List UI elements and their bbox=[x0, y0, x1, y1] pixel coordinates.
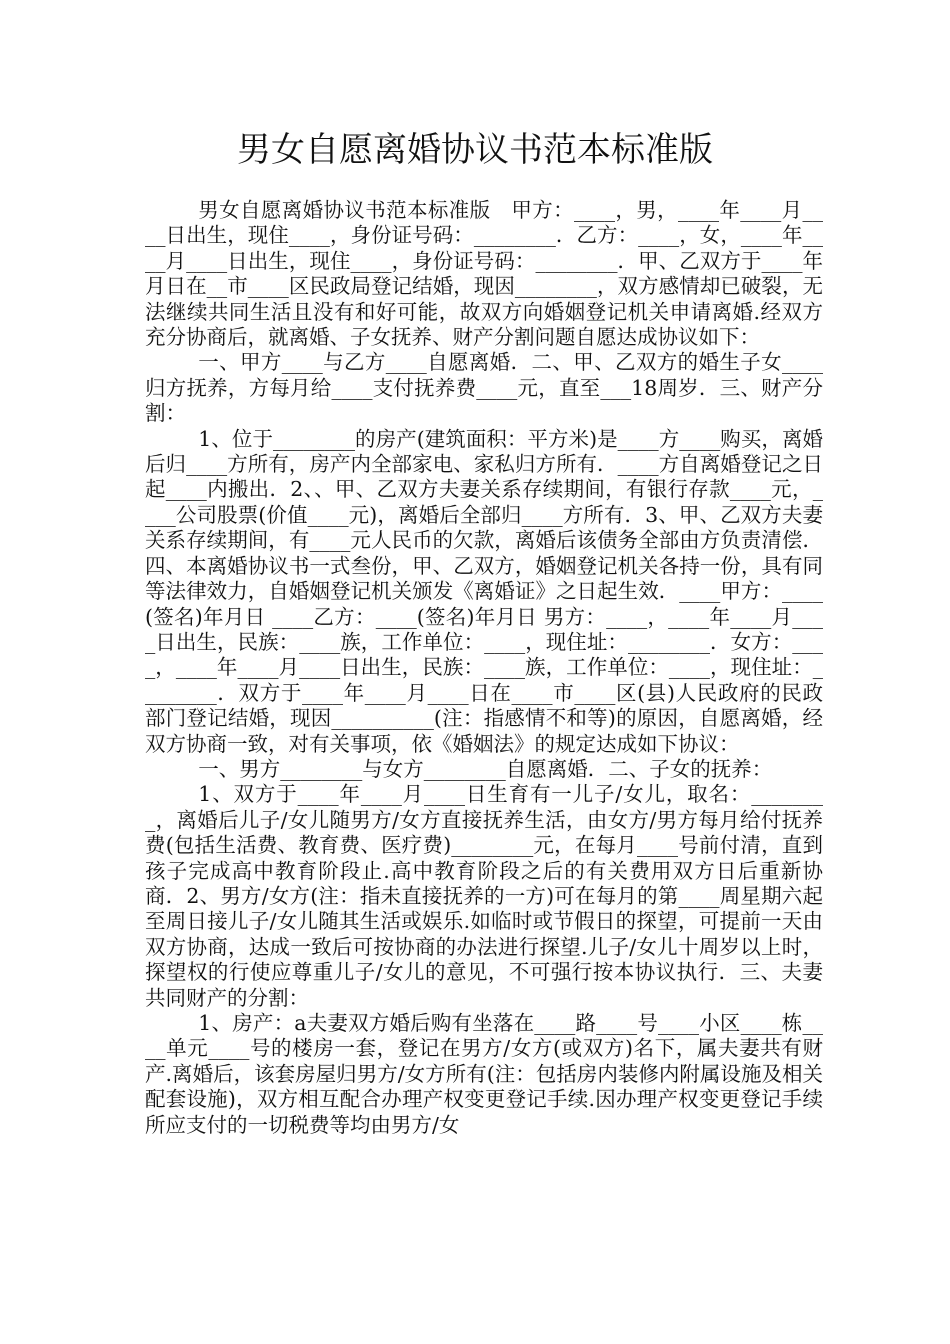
paragraph-intro: 男女自愿离婚协议书范本标准版 甲方：____，男，____年____月____日出生，现住____，身份证号码：________．乙方：____，女，____年____月____日出生，现住____，身份证号码：________．甲、乙双方于____年月日在__市____区民政局登记结婚，现因________，双方感情却已破裂，无法继续共同生活且没有和好可能，故双方向婚姻登记机关申请离婚.经双方充分协商后，就离婚、子女抚养、财产分割问题自愿达成协议如下： bbox=[145, 198, 823, 350]
paragraph-child-support: 1、双方于____年____月____日生育有一儿子/女儿，取名：________，离婚后儿子/女儿随男方/女方直接抚养生活，由女方/男方每月给付抚养费(包括生活费、教育费、医疗费)________元，在每月____号前付清，直到孩子完成高中教育阶段止.高中教育阶段之后的有关费用双方日后重新协商．2、男方/女方(注：指未直接抚养的一方)可在每月的第____周星期六起至周日接儿子/女儿随其生活或娱乐.如临时或节假日的探望，可提前一天由双方协商，达成一致后可按协商的办法进行探望.儿子/女儿十周岁以上时，探望权的行使应尊重儿子/女儿的意见，不可强行按本协议执行．三、夫妻共同财产的分割： bbox=[145, 782, 823, 1010]
paragraph-divorce-and-custody: 一、甲方____与乙方____自愿离婚．二、甲、乙双方的婚生子女____归方抚养，方每月给____支付抚养费____元，直至___18周岁．三、财产分割： bbox=[145, 350, 823, 426]
paragraph-property-and-second-agreement: 1、位于________的房产(建筑面积：平方米)是____方____购买，离婚后归____方所有，房产内全部家电、家私归方所有．____方自离婚登记之日起____内搬出．2、、甲、乙双方夫妻关系存续期间，有银行存款____元，____公司股票(价值____元)，离婚后全部归____方所有．3、甲、乙双方夫妻关系存续期间，有____元人民币的欠款，离婚后该债务全部由方负责清偿．四、本离婚协议书一式叁份，甲、乙双方，婚姻登记机关各持一份，具有同等法律效力，自婚姻登记机关颁发《离婚证》之日起生效．____甲方：____(签名)年月日 ____乙方：____(签名)年月日 男方：____，____年____月____日出生，民族：____族，工作单位：____，现住址：________．女方：____，____年____月____日出生，民族：____族，工作单位：____，现住址：________．双方于____年____月____日在____市____区(县)人民政府的民政部门登记结婚，现因__________(注：指感情不和等)的原因，自愿离婚，经双方协商一致，对有关事项，依《婚姻法》的规定达成如下协议： bbox=[145, 426, 823, 756]
paragraph-second-divorce-clause: 一、男方________与女方________自愿离婚．二、子女的抚养： bbox=[198, 756, 773, 781]
document-body bbox=[145, 198, 823, 1138]
paragraph-real-estate: 1、房产：a夫妻双方婚后购有坐落在____路____号____小区____栋____单元____号的楼房一套，登记在男方/女方(或双方)名下，属夫妻共有财产.离婚后，该套房屋归男方/女方所有(注：包括房内装修内附属设施及相关配套设施)，双方相互配合办理产权变更登记手续.因办理产权变更登记手续所应支付的一切税费等均由男方/女 bbox=[145, 1011, 823, 1137]
document-title: 男女自愿离婚协议书范本标准版 bbox=[237, 130, 713, 170]
